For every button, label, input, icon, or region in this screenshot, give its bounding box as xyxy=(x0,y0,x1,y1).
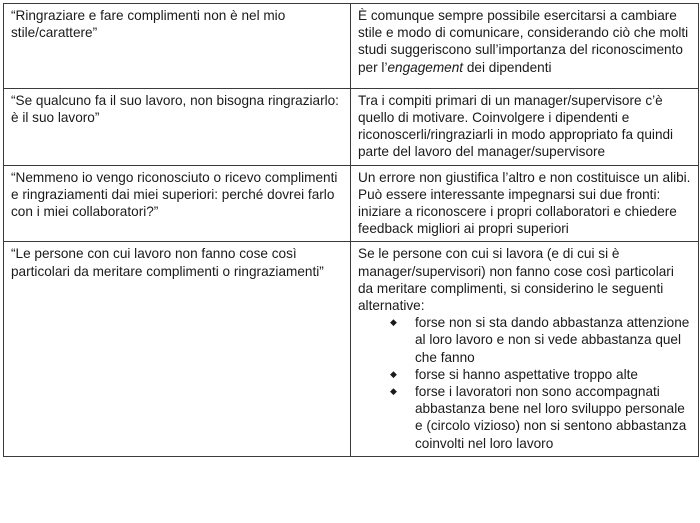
response-cell xyxy=(351,165,699,242)
response-text: Tra i compiti primari di un manager/supervisore c’è quello di motivare. Coinvolgere i dipendenti e riconoscerli/ringraziarli in modo appropriato fa quindi parte del lavoro del manager/supervisore xyxy=(358,92,674,160)
statement-text: “Le persone con cui lavoro non fanno cose così particolari da meritare complimenti o ringraziamenti” xyxy=(11,246,324,279)
table-row xyxy=(4,242,699,456)
objections-table xyxy=(3,3,699,457)
statement-text: “Nemmeno io vengo riconosciuto o ricevo complimenti e ringraziamenti dai miei superiori: perché dovrei farlo con i miei collaboratori?” xyxy=(11,169,338,220)
response-emphasis: engagement xyxy=(387,59,464,75)
list-item-text: forse si hanno aspettative troppo alte xyxy=(415,366,638,382)
list-item xyxy=(390,366,692,383)
statement-text: “Ringraziare e fare complimenti non è nel mio stile/carattere” xyxy=(11,8,286,41)
table-row xyxy=(4,88,699,165)
response-cell xyxy=(351,242,699,456)
response-text-end: dei dipendenti xyxy=(463,59,552,75)
response-cell xyxy=(351,4,699,89)
list-item xyxy=(390,383,692,452)
list-item xyxy=(390,314,692,366)
table-row xyxy=(4,4,699,89)
response-text xyxy=(358,8,688,75)
diamond-bullet-icon: ◆ xyxy=(390,368,397,379)
statement-text: “Se qualcuno fa il suo lavoro, non bisogna ringraziarlo: è il suo lavoro” xyxy=(11,92,339,126)
list-item-text: forse non si sta dando abbastanza attenzione al loro lavoro e non si vede abbastanza quel che fanno xyxy=(415,315,690,365)
response-cell xyxy=(351,88,699,165)
response-text-start: È comunque sempre possibile esercitarsi a cambiare stile e modo di comunicare, considerando ciò che molti studi suggeriscono sull’importanza del riconoscimento per l’ xyxy=(358,8,689,75)
diamond-bullet-icon: ◆ xyxy=(390,386,397,397)
table-row xyxy=(4,165,699,242)
statement-cell xyxy=(4,242,351,456)
list-item-text: forse i lavoratori non sono accompagnati abbastanza bene nel loro sviluppo personale e (circolo vizioso) non si sentono abbastanza coinvolti nel loro lavoro xyxy=(415,384,687,451)
statement-cell xyxy=(4,4,351,89)
statement-cell xyxy=(4,165,351,242)
diamond-bullet-icon: ◆ xyxy=(390,317,397,328)
response-text: Se le persone con cui si lavora (e di cui si è manager/supervisori) non fanno cose così particolari da meritare complimenti, si considerino le seguenti alternative: xyxy=(358,246,674,314)
response-text: Un errore non giustifica l’altro e non costituisce un alibi. Può essere interessante impegnarsi sui due fronti: iniziare a riconoscere i propri collaboratori e chiedere feedback migliori ai propri superiori xyxy=(358,169,691,237)
alternatives-list xyxy=(358,314,692,452)
statement-cell xyxy=(4,88,351,165)
